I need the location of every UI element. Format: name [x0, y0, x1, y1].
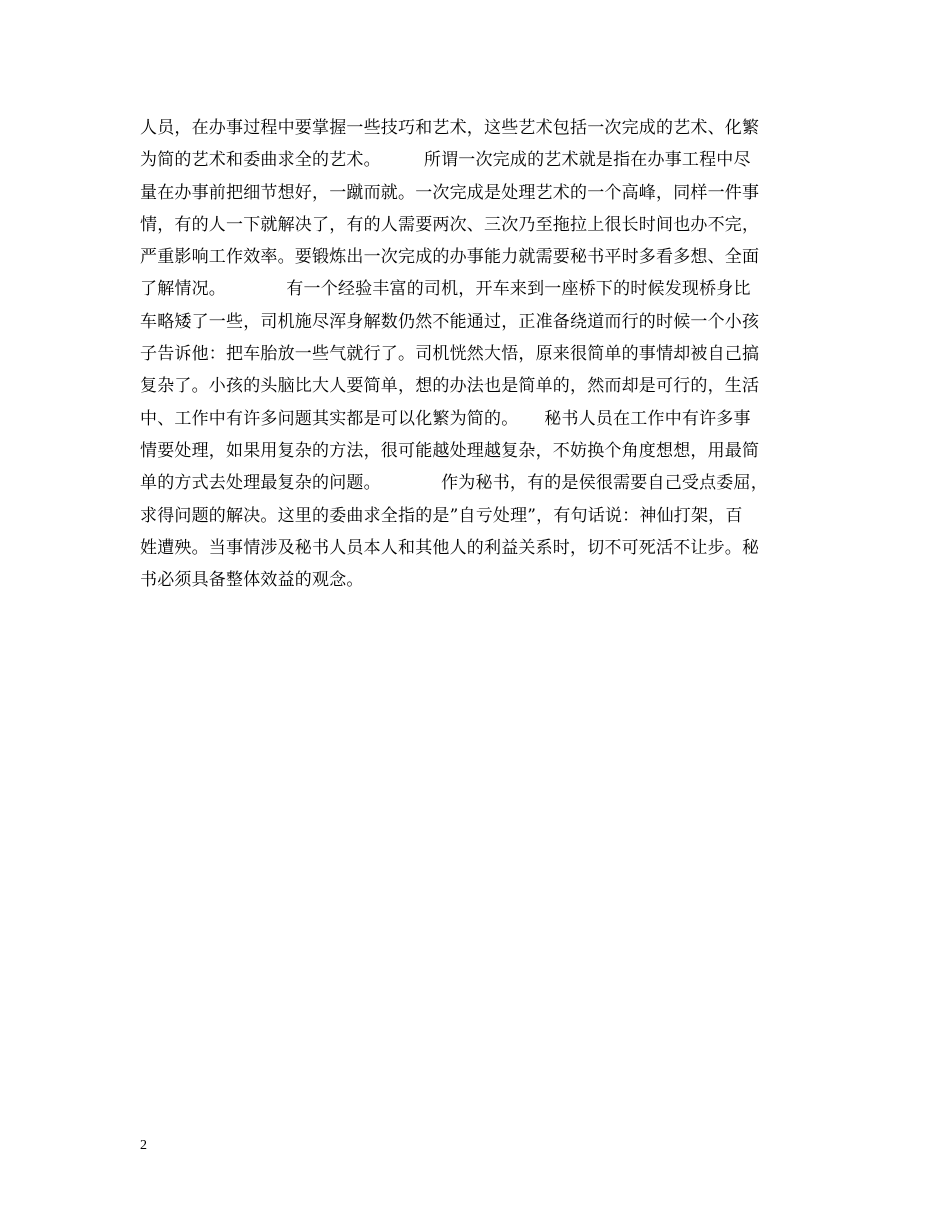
text-line: 了解情况。 有一个经验丰富的司机，开车来到一座桥下的时候发现桥身比	[140, 279, 751, 300]
page-number: 2	[140, 1138, 147, 1153]
text-line: 量在办事前把细节想好，一蹴而就。一次完成是处理艺术的一个高峰，同样一件事	[140, 182, 760, 203]
text-line: 情，有的人一下就解决了，有的人需要两次、三次乃至拖拉上很长时间也办不完，	[140, 214, 760, 235]
text-line: 子告诉他：把车胎放一些气就行了。司机恍然大悟，原来很简单的事情却被自己搞	[140, 344, 760, 365]
text-line: 人员，在办事过程中要掌握一些技巧和艺术，这些艺术包括一次完成的艺术、化繁	[140, 118, 760, 138]
text-line: 书必须具备整体效益的观念。	[140, 570, 364, 591]
text-line: 严重影响工作效率。要锻炼出一次完成的办事能力就需要秘书平时多看多想、全面	[140, 247, 760, 268]
text-line: 车略矮了一些，司机施尽浑身解数仍然不能通过，正准备绕道而行的时候一个小孩	[140, 311, 760, 332]
text-line: 复杂了。小孩的头脑比大人要简单，想的办法也是简单的，然而却是可行的，生活	[140, 376, 760, 397]
text-line: 求得问题的解决。这里的委曲求全指的是”自亏处理”，有句话说：神仙打架，百	[140, 505, 743, 526]
text-line: 单的方式去处理最复杂的问题。 作为秘书，有的是侯很需要自己受点委屈，	[140, 473, 768, 494]
text-line: 为简的艺术和委曲求全的艺术。 所谓一次完成的艺术就是指在办事工程中尽	[140, 150, 751, 171]
body-text	[140, 112, 840, 596]
text-line: 中、工作中有许多问题其实都是可以化繁为简的。 秘书人员在工作中有许多事	[140, 408, 751, 429]
text-line: 姓遭殃。当事情涉及秘书人员本人和其他人的利益关系时，切不可死活不让步。秘	[140, 537, 760, 558]
text-line: 情要处理，如果用复杂的方法，很可能越处理越复杂，不妨换个角度想想，用最简	[140, 440, 760, 461]
